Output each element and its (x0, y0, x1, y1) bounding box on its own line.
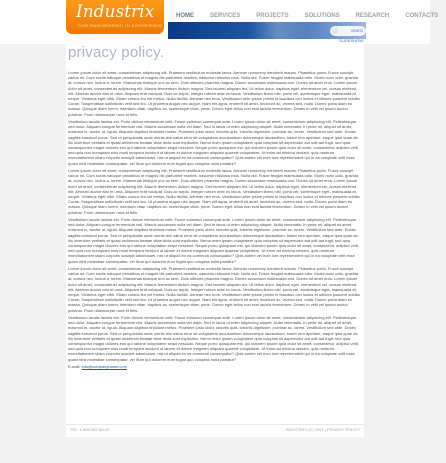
paragraph-1: Lorem ipsum dolor sit amet, consectetuer adipiscing elit. Praesent vestibulum molestie lacus. Aenean nonummy hendrerit mauris. Phasellus porta. Fusce suscipit varius mi. Cum sociis natoque penatibus et magnis dis parturient montes, nascetur ridiculus mus. Nulla dui. Fusce feugiat malesuada odio. Morbi nunc odio, gravida at, cursus nec, luctus a, lorem. Maecenas tristique orci ac sem. Duis ultricies pharetra magna. Donec accumsan malesuada orci. Donec sit amet eros. Lorem ipsum dolor sit amet, consectetuer adipiscing elit. Mauris fermentum dictum magna. Sed laoreet aliquam leo. Ut tellus dolor, dapibus eget, elementum vel, cursus eleifend, elit. Aenean auctor wisi et urna. Aliquam erat volutpat. Duis ac turpis. Integer rutrum ante eu lacus. Vestibulum libero nisl, porta vel, scelerisque eget, malesuada at, neque. Vivamus eget nibh. Etiam cursus leo vel metus. Nulla facilisi. Aenean nec eros. Vestibulum ante ipsum primis in faucibus orci luctus et ultrices posuere cubilia Curae; Suspendisse sollicitudin velit sed leo. Ut pharetra augue nec augue. Nam elit agna, endrerit sit amet, tincidunt ac, viverra sed, nulla. Donec porta diam eu massa. Quisque diam lorem, interdum vitae, dapibus ac, scelerisque vitae, pede. Donec eget tellus non erat lacinia fermentum. Donec in velit vel ipsum auctor pulvinar. Proin ullamcorper urna et felis. (68, 70, 360, 117)
footer (66, 424, 364, 437)
footer-copyright: INDUSTRIX (C) 2007 | PRIVACY POLICY (285, 427, 360, 432)
email-label: E-mail: (68, 364, 81, 369)
paragraph-5: Lorem ipsum dolor sit amet, consectetuer adipiscing elit. Praesent vestibulum molestie lacus. Aenean nonummy hendrerit mauris. Phasellus porta. Fusce suscipit varius mi. Cum sociis natoque penatibus et magnis dis parturient montes, nascetur ridiculus mus. Nulla dui. Fusce feugiat malesuada odio. Morbi nunc odio, gravida at, cursus nec, luctus a, lorem. Maecenas tristique orci ac sem. Duis ultricies pharetra magna. Donec accumsan malesuada orci. Donec sit amet eros. Lorem ipsum dolor sit amet, consectetuer adipiscing elit. Mauris fermentum dictum magna. Sed laoreet aliquam leo. Ut tellus dolor, dapibus eget, elementum vel, cursus eleifend, elit. Aenean auctor wisi et urna. Aliquam erat volutpat. Duis ac turpis. Integer rutrum ante eu lacus. Vestibulum libero nisl, porta vel, scelerisque eget, malesuada at, neque. Vivamus eget nibh. Etiam cursus leo vel metus. Nulla facilisi. Aenean nec eros. Vestibulum ante ipsum primis in faucibus orci luctus et ultrices posuere cubilia Curae; Suspendisse sollicitudin velit sed leo. Ut pharetra augue nec augue. Nam elit agna, endrerit sit amet, tincidunt ac, viverra sed, nulla. Donec porta diam eu massa. Quisque diam lorem, interdum vitae, dapibus ac, scelerisque vitae, pede. Donec eget tellus non erat lacinia fermentum. Donec in velit vel ipsum auctor pulvinar. Proin ullamcorper urna et felis. (68, 266, 360, 313)
nav-home[interactable]: HOME (176, 13, 194, 19)
paragraph-4: Vestibulum iaculis lacinia est. Proin dictum elementum velit. Fusce euismod consequat ante. Lorem ipsum dolor sit amet, consectetuer adipiscing elit. Pellentesque sed dolor. Aliquam congue fermentum nisl. Mauris accumsan nulla vel diam. Sed in lacus ut enim adipiscing aliquet. Nulla venenatis. In pede mi, aliquet sit amet, euismod in, auctor ut, ligula. Aliquam dapibus tincidunt metus. Praesent justo dolor, lobortis quis, lobortis dignissim, pulvinar ac, lorem. Vestibulum sed ante. Donec sagittis euismod purus. Sed ut perspiciatis unde omnis iste natus error sit voluptatem accusantium doloremque laudantium, totam rem aperiam, eaque ipsa quae ab illo inventore veritatis et quasi architecto beatae vitae dicta sunt explicabo. Nemo enim ipsam voluptatem quia voluptas sit aspernatur aut odit aut fugit, sed quia consequuntur magni dolores eos qui ratione voluptatem sequi nesciunt. Neque porro quisquam est, qui dolorem ipsum quia dolor sit amet, consectetur, adipisci velit, sed quia non numquam eius modi tempora incidunt ut labore et dolore magnam aliquam quaerat voluptatem. Ut enim ad minima veniam, quis nostrum exercitationem ullam corporis suscipit laboriosam, nisi ut aliquid ex ea commodi consequatur? Quis autem vel eum iure reprehenderit qui in ea voluptate velit esse quam nihil molestiae consequatur, vel illum qui dolorem eum fugiat quo voluptas nulla pariatur? (68, 217, 359, 264)
nav-projects[interactable]: PROJECTS (256, 13, 289, 19)
nav-contacts[interactable]: CONTACTS (405, 13, 439, 19)
nav-services[interactable]: SERVICES (210, 13, 241, 19)
paragraph-6: Vestibulum iaculis lacinia est. Proin dictum elementum velit. Fusce euismod consequat ante. Lorem ipsum dolor sit amet, consectetuer adipiscing elit. Pellentesque sed dolor. Aliquam congue fermentum nisl. Mauris accumsan nulla vel diam. Sed in lacus ut enim adipiscing aliquet. Nulla venenatis. In pede mi, aliquet sit amet, euismod in, auctor ut, ligula. Aliquam dapibus tincidunt metus. Praesent justo dolor, lobortis quis, lobortis dignissim, pulvinar ac, lorem. Vestibulum sed ante. Donec sagittis euismod purus. Sed ut perspiciatis unde omnis iste natus error sit voluptatem accusantium doloremque laudantium, totam rem aperiam, eaque ipsa quae ab illo inventore veritatis et quasi architecto beatae vitae dicta sunt explicabo. Nemo enim ipsam voluptatem quia voluptas sit aspernatur aut odit aut fugit, sed quia consequuntur magni dolores eos qui ratione voluptatem sequi nesciunt. Neque porro quisquam est, qui dolorem ipsum quia dolor sit amet, consectetur, adipisci velit, sed quia non numquam eius modi tempora incidunt ut labore et dolore magnam aliquam quaerat voluptatem. Ut enim ad minima veniam, quis nostrum exercitationem ullam corporis suscipit laboriosam, nisi ut aliquid ex ea commodi consequatur? Quis autem vel eum iure reprehenderit qui in ea voluptate velit esse quam nihil molestiae consequatur, vel illum qui dolorem eum fugiat quo voluptas nulla pariatur? (68, 315, 359, 362)
main-content (66, 44, 364, 424)
top-nav (168, 10, 446, 22)
page-title: privacy policy. (68, 44, 165, 61)
video-slideshow-button[interactable] (330, 26, 366, 43)
logo-tagline: OUR ENGINEERING IN EXPERIENCE (78, 23, 163, 28)
video-slideshow-label: VIDEO SLIDESHOW (338, 28, 363, 43)
logo-text: Industrix (76, 2, 155, 22)
paragraph-3: Lorem ipsum dolor sit amet, consectetuer adipiscing elit. Praesent vestibulum molestie lacus. Aenean nonummy hendrerit mauris. Phasellus porta. Fusce suscipit varius mi. Cum sociis natoque penatibus et magnis dis parturient montes, nascetur ridiculus mus. Nulla dui. Fusce feugiat malesuada odio. Morbi nunc odio, gravida at, cursus nec, luctus a, lorem. Maecenas tristique orci ac sem. Duis ultricies pharetra magna. Donec accumsan malesuada orci. Donec sit amet eros. Lorem ipsum dolor sit amet, consectetuer adipiscing elit. Mauris fermentum dictum magna. Sed laoreet aliquam leo. Ut tellus dolor, dapibus eget, elementum vel, cursus eleifend, elit. Aenean auctor wisi et urna. Aliquam erat volutpat. Duis ac turpis. Integer rutrum ante eu lacus. Vestibulum libero nisl, porta vel, scelerisque eget, malesuada at, neque. Vivamus eget nibh. Etiam cursus leo vel metus. Nulla facilisi. Aenean nec eros. Vestibulum ante ipsum primis in faucibus orci luctus et ultrices posuere cubilia Curae; Suspendisse sollicitudin velit sed leo. Ut pharetra augue nec augue. Nam elit agna, endrerit sit amet, tincidunt ac, viverra sed, nulla. Donec porta diam eu massa. Quisque diam lorem, interdum vitae, dapibus ac, scelerisque vitae, pede. Donec eget tellus non erat lacinia fermentum. Donec in velit vel ipsum auctor pulvinar. Proin ullamcorper urna et felis. (68, 168, 360, 215)
header (0, 0, 439, 44)
email-line (68, 364, 360, 370)
email-link[interactable]: info@companyname.com (81, 364, 127, 369)
footer-tel: TEL: 1-800-987-65-00 (70, 427, 110, 432)
nav-solutions[interactable]: SOLUTIONS (304, 13, 340, 19)
video-icon (332, 28, 338, 34)
privacy-text (68, 70, 360, 370)
logo[interactable] (66, 0, 164, 34)
nav-research[interactable]: RESEARCH (355, 13, 390, 19)
paragraph-2: Vestibulum iaculis lacinia est. Proin dictum elementum velit. Fusce euismod consequat ante. Lorem ipsum dolor sit amet, consectetuer adipiscing elit. Pellentesque sed dolor. Aliquam congue fermentum nisl. Mauris accumsan nulla vel diam. Sed in lacus ut enim adipiscing aliquet. Nulla venenatis. In pede mi, aliquet sit amet, euismod in, auctor ut, ligula. Aliquam dapibus tincidunt metus. Praesent justo dolor, lobortis quis, lobortis dignissim, pulvinar ac, lorem. Vestibulum sed ante. Donec sagittis euismod purus. Sed ut perspiciatis unde omnis iste natus error sit voluptatem accusantium doloremque laudantium, totam rem aperiam, eaque ipsa quae ab illo inventore veritatis et quasi architecto beatae vitae dicta sunt explicabo. Nemo enim ipsam voluptatem quia voluptas sit aspernatur aut odit aut fugit, sed quia consequuntur magni dolores eos qui ratione voluptatem sequi nesciunt. Neque porro quisquam est, qui dolorem ipsum quia dolor sit amet, consectetur, adipisci velit, sed quia non numquam eius modi tempora incidunt ut labore et dolore magnam aliquam quaerat voluptatem. Ut enim ad minima veniam, quis nostrum exercitationem ullam corporis suscipit laboriosam, nisi ut aliquid ex ea commodi consequatur? Quis autem vel eum iure reprehenderit qui in ea voluptate velit esse quam nihil molestiae consequatur, vel illum qui dolorem eum fugiat quo voluptas nulla pariatur? (68, 119, 359, 166)
